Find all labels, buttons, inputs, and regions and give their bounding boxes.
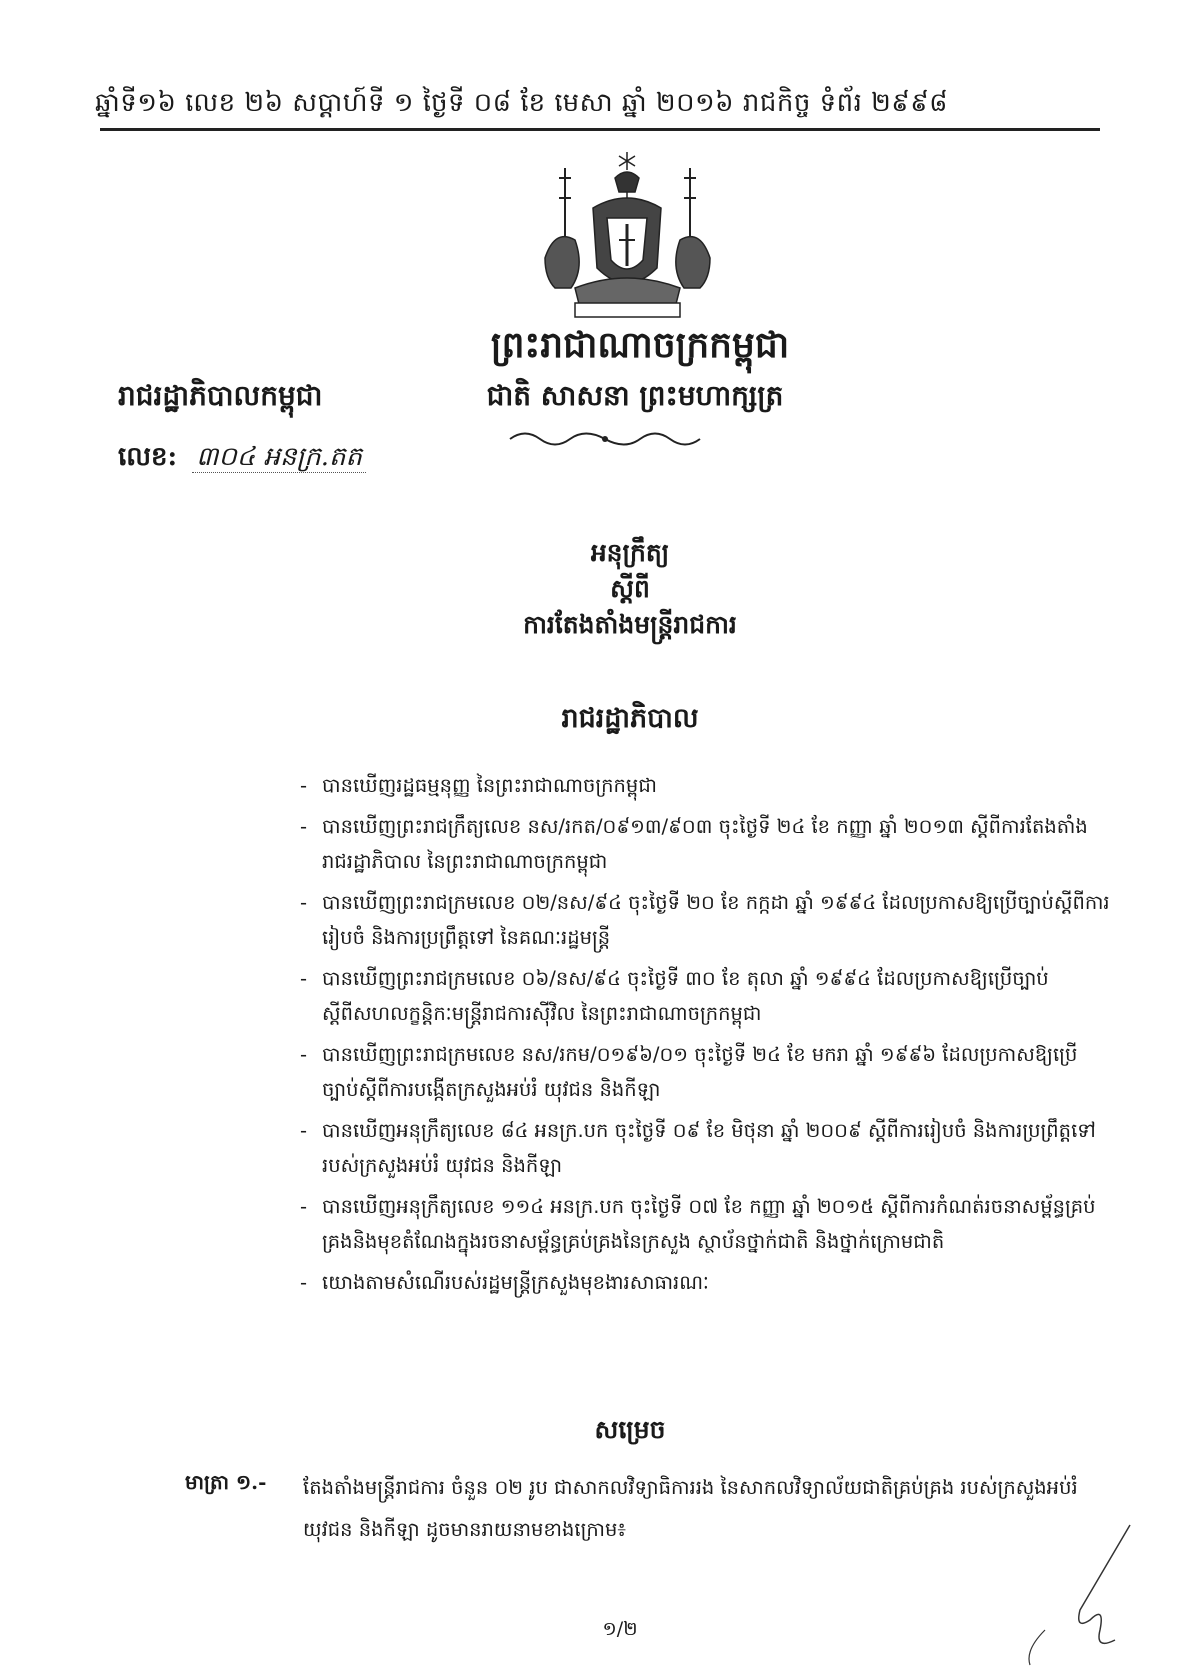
- visa-item: - បានឃើញព្រះរាជក្រមលេខ ០២/នស/៩៤ ចុះថ្ងៃទី ២០ ខែ កក្កដា ឆ្នាំ ១៩៩៤ ដែលប្រកាសឱ្យប្រើច្បាប់ស្ដីពីការរៀបចំ និងការប្រព្រឹត្តទៅ នៃគណៈរដ្ឋមន្ត្រី: [300, 885, 1110, 955]
- title-line-3: ការតែងតាំងមន្ត្រីរាជការ: [523, 610, 737, 639]
- header-rule: [100, 128, 1100, 131]
- visa-item: - បានឃើញអនុក្រឹត្យលេខ ១១៤ អនក្រ.បក ចុះថ្ងៃទី ០៧ ខែ កញ្ញា ឆ្នាំ ២០១៥ ស្ដីពីការកំណត់រចនាសម្ព័ន្ធគ្រប់គ្រងនិងមុខតំណែងក្នុងរចនាសម្ព័ន្ធគ្រប់គ្រងនៃក្រសួង ស្ថាប័នថ្នាក់ជាតិ និងថ្នាក់ក្រោមជាតិ: [300, 1189, 1110, 1259]
- visa-item: - បានឃើញព្រះរាជក្រមលេខ ០៦/នស/៩៤ ចុះថ្ងៃទី ៣០ ខែ តុលា ឆ្នាំ ១៩៩៤ ដែលប្រកាសឱ្យប្រើច្បាប់ស្ដីពីសហលក្ខន្តិកៈមន្ត្រីរាជការស៊ីវិល នៃព្រះរាជាណាចក្រកម្ពុជា: [300, 961, 1110, 1031]
- visa-item: - បានឃើញព្រះរាជក្រមលេខ នស/រកម/០១៩៦/០១ ចុះថ្ងៃទី ២៤ ខែ មករា ឆ្នាំ ១៩៩៦ ដែលប្រកាសឱ្យប្រើច្បាប់ស្ដីពីការបង្កើតក្រសួងអប់រំ យុវជន និងកីឡា: [300, 1037, 1110, 1107]
- reference-line: [118, 440, 366, 478]
- reference-label: លេខ:: [118, 442, 178, 472]
- title-line-1: អនុក្រឹត្យ: [590, 538, 670, 567]
- page-number: ១/២: [602, 1618, 638, 1640]
- reference-number: ៣០៤ អនក្រ.តត: [192, 442, 366, 473]
- article-1: [185, 1467, 1105, 1551]
- royal-coat-of-arms-icon: [535, 148, 720, 320]
- visa-list: [300, 768, 1110, 1306]
- government-label: រាជរដ្ឋាភិបាលកម្ពុជា: [118, 379, 323, 412]
- article-label: មាត្រា ១.-: [185, 1470, 267, 1494]
- ornament-divider-icon: [505, 428, 705, 450]
- visa-item: - បានឃើញរដ្ឋធម្មនុញ្ញ នៃព្រះរាជាណាចក្រកម្ពុជា: [300, 768, 1110, 803]
- section-government-heading: រាជរដ្ឋាភិបាល: [561, 703, 699, 734]
- article-body: តែងតាំងមន្ត្រីរាជការ ចំនួន ០២ រូប ជាសាកលវិទ្យាធិការរង នៃសាកលវិទ្យាល័យជាតិគ្រប់គ្រង របស់ក្រសួងអប់រំ យុវជន និងកីឡា ដូចមានរាយនាមខាងក្រោម៖: [303, 1476, 1078, 1541]
- decision-heading: សម្រេច: [594, 1415, 666, 1444]
- gazette-header: ឆ្នាំទី១៦ លេខ ២៦ សប្ដាហ៍ទី ១ ថ្ងៃទី ០៨ ខែ មេសា ឆ្នាំ ២០១៦ រាជកិច្ច ទំព័រ ២៩៩៨: [95, 88, 949, 118]
- title-line-2: ស្ដីពី: [610, 574, 650, 603]
- visa-item: - បានឃើញព្រះរាជក្រឹត្យលេខ នស/រកត/០៩១៣/៩០៣ ចុះថ្ងៃទី ២៤ ខែ កញ្ញា ឆ្នាំ ២០១៣ ស្ដីពីការតែងតាំងរាជរដ្ឋាភិបាល នៃព្រះរាជាណាចក្រកម្ពុជា: [300, 809, 1110, 879]
- document-title: [330, 535, 930, 643]
- national-motto: ជាតិ សាសនា ព្រះមហាក្សត្រ: [486, 379, 784, 412]
- initials-signature-icon: [1020, 1520, 1140, 1670]
- visa-item: - បានឃើញអនុក្រឹត្យលេខ ៨៤ អនក្រ.បក ចុះថ្ងៃទី ០៩ ខែ មិថុនា ឆ្នាំ ២០០៩ ស្ដីពីការរៀបចំ និងការប្រព្រឹត្តទៅរបស់ក្រសួងអប់រំ យុវជន និងកីឡា: [300, 1113, 1110, 1183]
- visa-item: - យោងតាមសំណើរបស់រដ្ឋមន្ត្រីក្រសួងមុខងារសាធារណៈ: [300, 1265, 1110, 1300]
- kingdom-title: ព្រះរាជាណាចក្រកម្ពុជា: [490, 324, 790, 366]
